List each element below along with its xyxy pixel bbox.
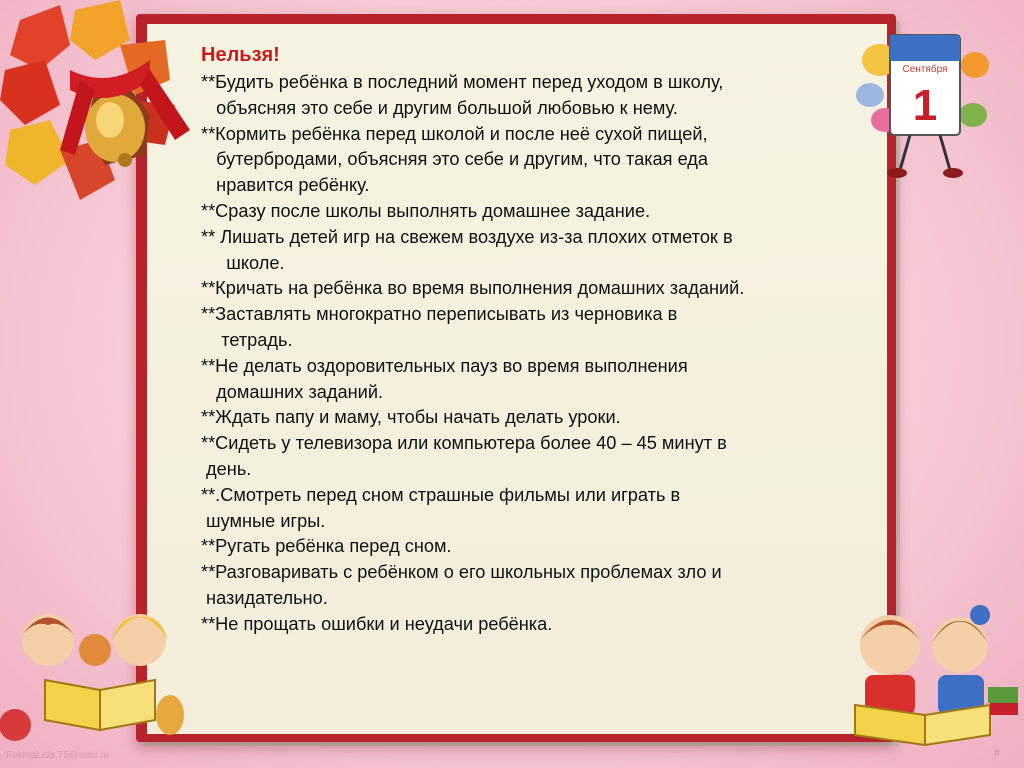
list-item xyxy=(201,199,861,225)
list-item xyxy=(201,276,861,302)
list-item-line: **Кормить ребёнка перед школой и после неё сухой пищей, xyxy=(201,123,708,144)
list-item-line: бутербродами, объясняя это себе и другим, что такая еда xyxy=(201,149,709,170)
list-item xyxy=(201,354,861,406)
list-item xyxy=(201,225,861,277)
calendar-day: 1 xyxy=(912,81,938,130)
calendar-month: Сентября xyxy=(902,64,948,75)
list-item-line: назидательно. xyxy=(201,587,328,608)
list-item xyxy=(201,483,861,535)
list-item-line: **Не прощать ошибки и неудачи ребёнка. xyxy=(201,613,553,634)
list-item xyxy=(201,405,861,431)
children-reading-icon xyxy=(0,595,200,745)
list-item-line: тетрадь. xyxy=(201,329,293,350)
list-item-line: **Сразу после школы выполнять домашнее задание. xyxy=(201,200,651,221)
list-item xyxy=(201,122,861,199)
list-item-line: **Разговаривать с ребёнком о его школьных проблемах зло и xyxy=(201,562,722,583)
list-item-line: школе. xyxy=(201,252,285,273)
rules-list xyxy=(201,70,861,638)
list-item-line: **Кричать на ребёнка во время выполнения домашних заданий. xyxy=(201,278,745,299)
list-item-line: **.Смотреть перед сном страшные фильмы или играть в xyxy=(201,484,681,505)
list-item-line: **Сидеть у телевизора или компьютера более 40 – 45 минут в xyxy=(201,433,727,454)
list-item-line: объясняя это себе и другим большой любовью к нему. xyxy=(201,97,678,118)
autumn-leaves-bell-icon xyxy=(0,0,200,210)
author-email: FokinaLida.75@mail.ru xyxy=(6,750,109,761)
list-item-line: день. xyxy=(201,458,252,479)
calendar-icon xyxy=(855,20,995,190)
list-item-line: **Ругать ребёнка перед сном. xyxy=(201,536,452,557)
list-item-line: **Будить ребёнка в последний момент перед уходом в школу, xyxy=(201,72,724,92)
list-item-line: шумные игры. xyxy=(201,510,326,531)
list-item-line: ** Лишать детей игр на свежем воздухе из-за плохих отметок в xyxy=(201,226,733,247)
slide-title: Нельзя! xyxy=(201,44,280,66)
list-item xyxy=(201,431,861,483)
list-item xyxy=(201,612,861,638)
list-item xyxy=(201,534,861,560)
list-item-line: **Заставлять многократно переписывать из черновика в xyxy=(201,304,678,325)
list-item xyxy=(201,70,861,122)
slide-marker: # xyxy=(994,748,1000,759)
list-item xyxy=(201,560,861,612)
slide-content xyxy=(201,42,861,638)
list-item-line: домашних заданий. xyxy=(201,381,384,402)
list-item-line: нравится ребёнку. xyxy=(201,175,370,196)
list-item xyxy=(201,302,861,354)
list-item-line: **Ждать папу и маму, чтобы начать делать уроки. xyxy=(201,407,621,428)
list-item-line: **Не делать оздоровительных пауз во время выполнения xyxy=(201,355,688,376)
